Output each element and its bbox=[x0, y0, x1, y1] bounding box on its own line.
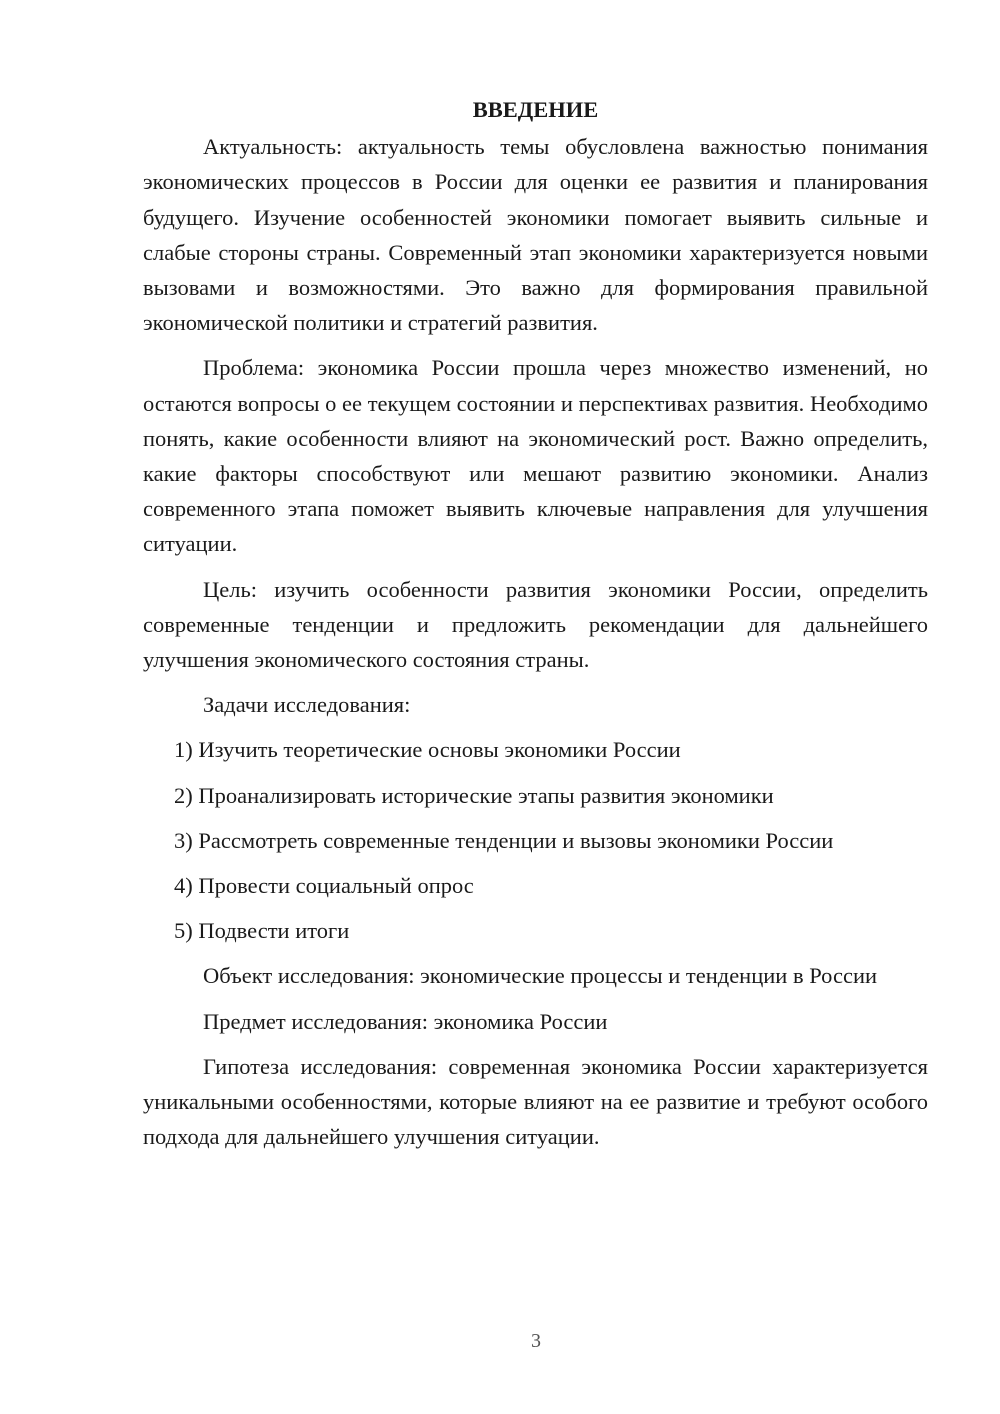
section-title: ВВЕДЕНИЕ bbox=[472, 97, 599, 122]
subject-paragraph: Предмет исследования: экономика России bbox=[203, 1008, 608, 1034]
page-content bbox=[143, 92, 928, 1154]
task-item: 4) Провести социальный опрос bbox=[174, 873, 474, 899]
object-paragraph: Объект исследования: экономические процессы и тенденции в России bbox=[203, 963, 878, 989]
hypothesis-paragraph: Гипотеза исследования: современная экономика России характеризуется уникальными особенностями, которые влияют на ее развитие и требуют особого подхода для дальнейшего улучшения ситуации. bbox=[143, 1053, 928, 1150]
task-item: 5) Подвести итоги bbox=[174, 918, 350, 944]
problem-paragraph: Проблема: экономика России прошла через множество изменений, но остаются вопросы о ее текущем состоянии и перспективах развития. Необходимо понять, какие особенности влияют на экономический рост. Важно определить, какие факторы способствуют или мешают развитию экономики. Анализ современного этапа поможет выявить ключевые направления для улучшения ситуации. bbox=[143, 355, 928, 557]
task-item: 3) Рассмотреть современные тенденции и вызовы экономики России bbox=[174, 827, 834, 853]
goal-paragraph: Цель: изучить особенности развития экономики России, определить современные тенденции и предложить рекомендации для дальнейшего улучшения экономического состояния страны. bbox=[143, 576, 928, 673]
tasks-heading: Задачи исследования: bbox=[203, 692, 411, 718]
task-item: 2) Проанализировать исторические этапы развития экономики bbox=[174, 782, 774, 808]
task-item: 1) Изучить теоретические основы экономики России bbox=[174, 737, 681, 763]
relevance-paragraph: Актуальность: актуальность темы обусловлена важностью понимания экономических процессов в России для оценки ее развития и планирования будущего. Изучение особенностей экономики помогает выявить сильные и слабые стороны страны. Современный этап экономики характеризуется новыми вызовами и возможностями. Это важно для формирования правильной экономической политики и стратегий развития. bbox=[143, 134, 928, 336]
page-number: 3 bbox=[531, 1330, 541, 1352]
tasks-list bbox=[143, 732, 928, 948]
